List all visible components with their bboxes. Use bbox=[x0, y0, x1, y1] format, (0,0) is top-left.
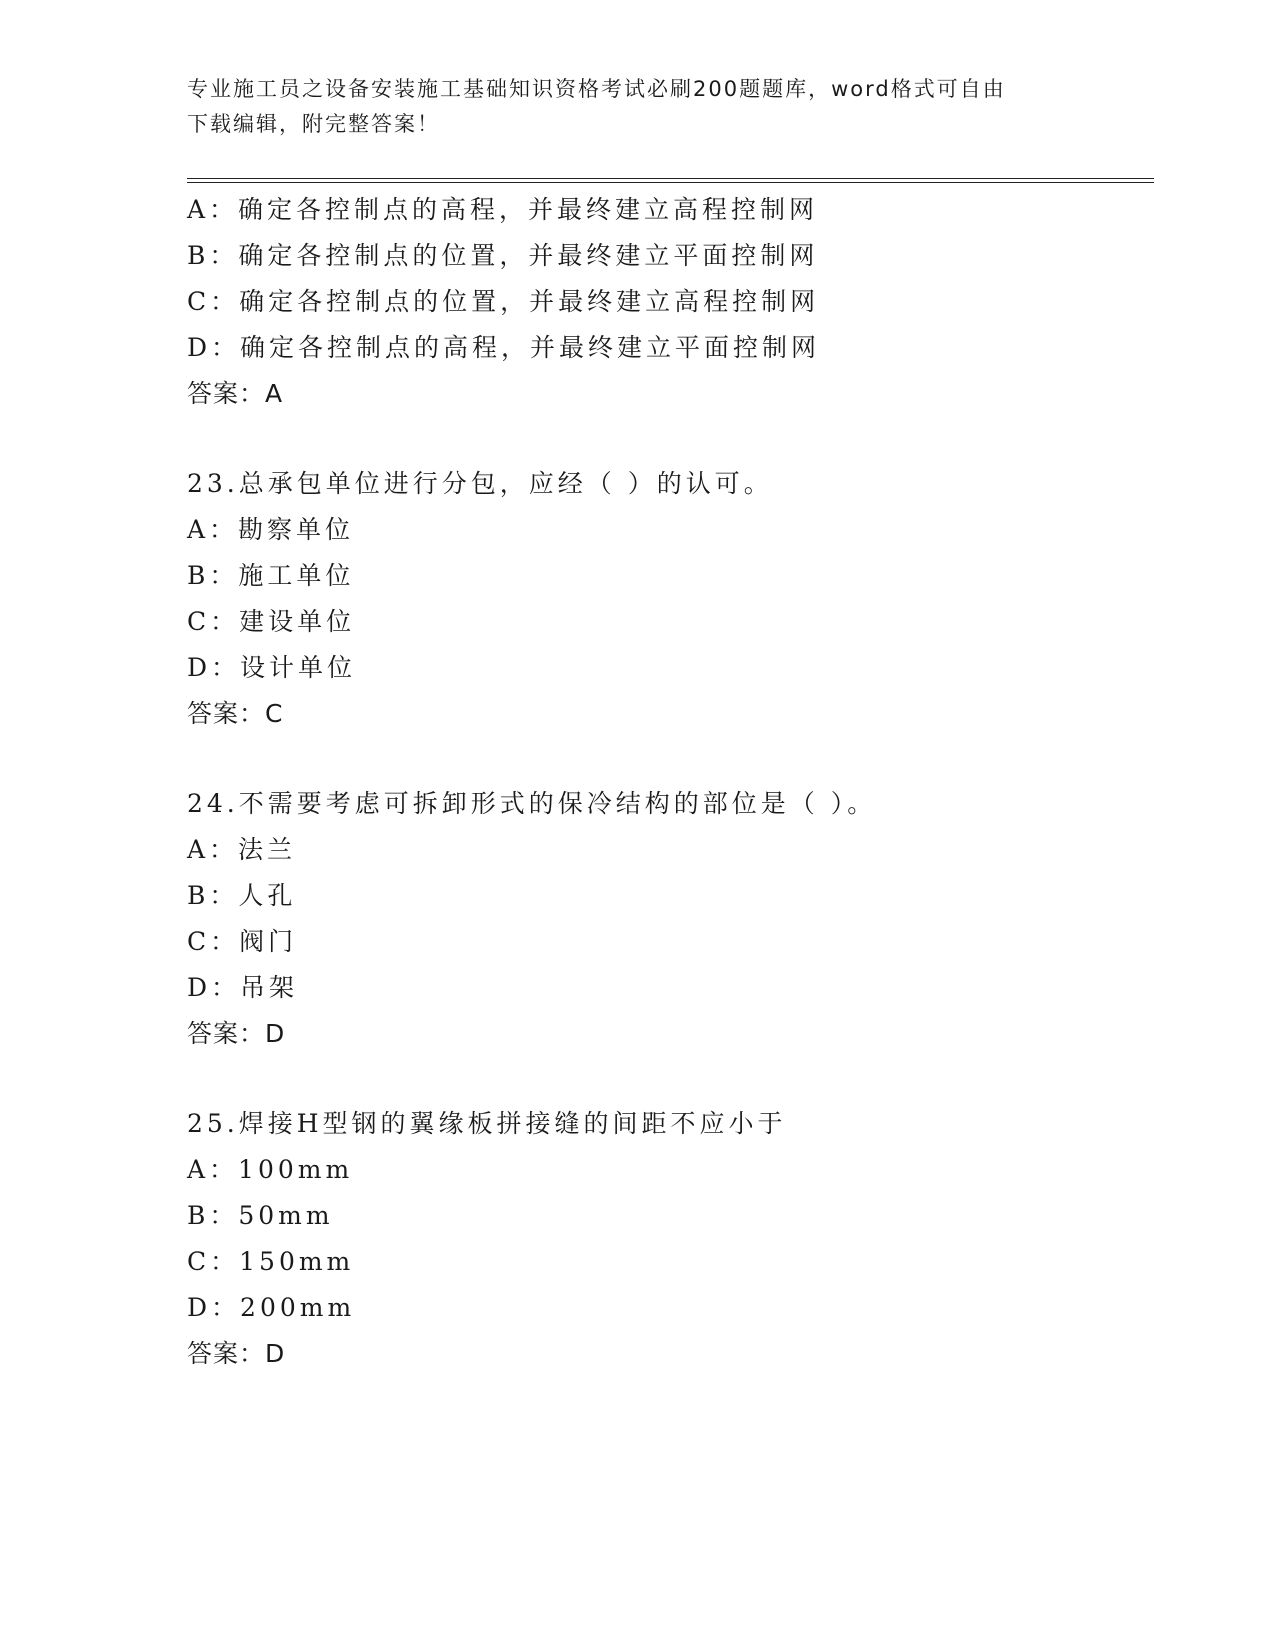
option-a: A：法兰 bbox=[187, 835, 297, 864]
option-a: A：确定各控制点的高程，并最终建立高程控制网 bbox=[187, 195, 819, 224]
option-b: B：50mm bbox=[187, 1201, 334, 1230]
header-line-1: 专业施工员之设备安装施工基础知识资格考试必刷200题题库，word格式可自由 bbox=[187, 77, 1006, 101]
option-c: C：确定各控制点的位置，并最终建立高程控制网 bbox=[187, 287, 820, 316]
document-header bbox=[187, 72, 1087, 142]
option-c: C：阀门 bbox=[187, 927, 298, 956]
option-a: A：勘察单位 bbox=[187, 515, 355, 544]
question-text: 24.不需要考虑可拆卸形式的保冷结构的部位是（ ）。 bbox=[187, 789, 877, 818]
question-23 bbox=[187, 461, 1147, 737]
question-text: 25.焊接H型钢的翼缘板拼接缝的间距不应小于 bbox=[187, 1109, 787, 1138]
question-text: 23.总承包单位进行分包，应经（ ）的认可。 bbox=[187, 469, 773, 498]
option-d: D：设计单位 bbox=[187, 653, 357, 682]
answer-line: 答案：D bbox=[187, 1019, 286, 1048]
question-list bbox=[187, 187, 1147, 1377]
question-25 bbox=[187, 1101, 1147, 1377]
header-divider-top bbox=[187, 178, 1154, 179]
answer-line: 答案：A bbox=[187, 379, 284, 408]
header-line-2: 下载编辑，附完整答案！ bbox=[187, 112, 440, 136]
option-c: C：建设单位 bbox=[187, 607, 356, 636]
option-d: D：200mm bbox=[187, 1293, 356, 1322]
option-b: B：确定各控制点的位置，并最终建立平面控制网 bbox=[187, 241, 819, 270]
option-c: C：150mm bbox=[187, 1247, 355, 1276]
option-d: D：确定各控制点的高程，并最终建立平面控制网 bbox=[187, 333, 821, 362]
question-spacer bbox=[187, 1057, 1147, 1101]
answer-line: 答案：C bbox=[187, 699, 284, 728]
option-a: A：100mm bbox=[187, 1155, 354, 1184]
answer-line: 答案：D bbox=[187, 1339, 286, 1368]
question-spacer bbox=[187, 417, 1147, 461]
header-divider-bottom bbox=[187, 182, 1154, 183]
option-b: B：人孔 bbox=[187, 881, 297, 910]
question-spacer bbox=[187, 737, 1147, 781]
question-24 bbox=[187, 781, 1147, 1057]
option-b: B：施工单位 bbox=[187, 561, 355, 590]
question-22-continued bbox=[187, 187, 1147, 417]
option-d: D：吊架 bbox=[187, 973, 299, 1002]
